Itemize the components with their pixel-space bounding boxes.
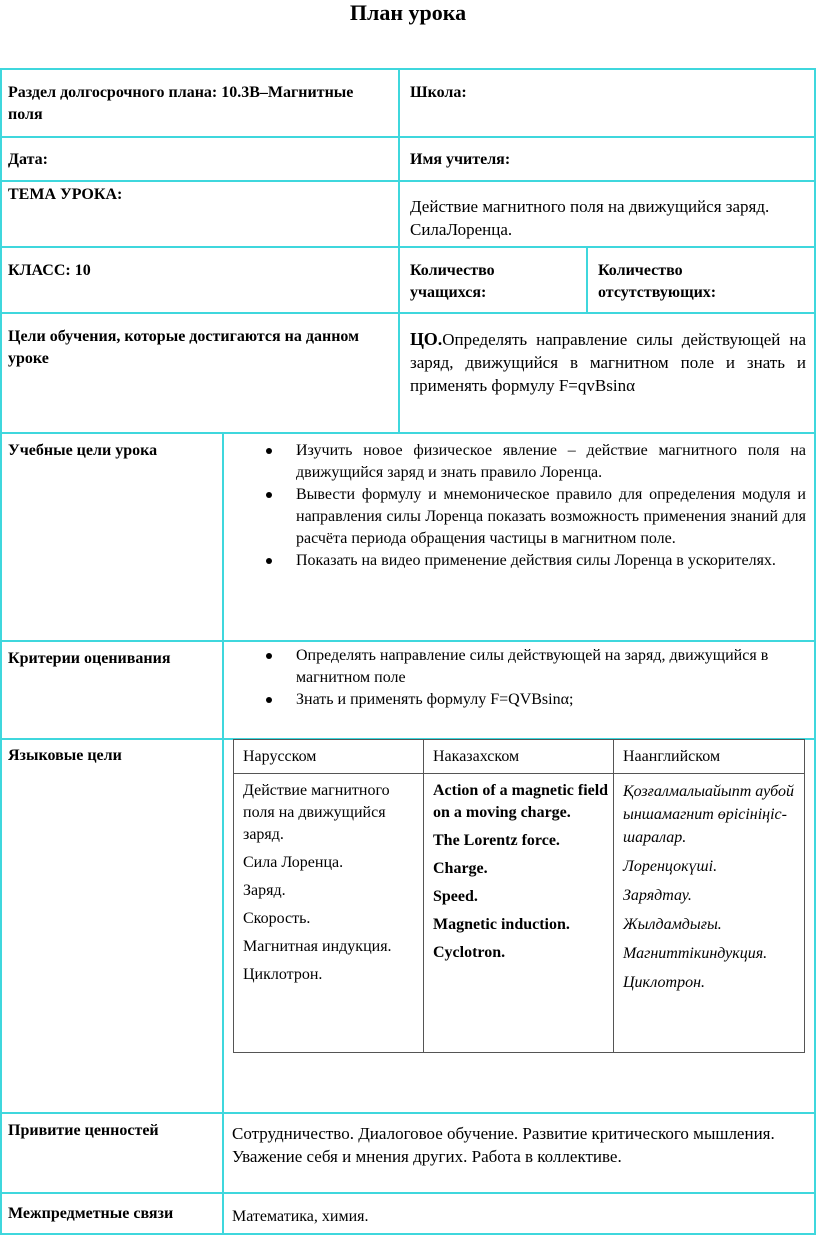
objective-body: Определять направление силы действующей на заряд, движущийся в магнитном поле и знать и применять формулу F=qvBsinα xyxy=(410,330,806,395)
list-item: Определять направление силы действующей на заряд, движущийся в магнитном поле xyxy=(238,645,806,689)
russian-terms xyxy=(243,780,415,992)
interdisciplinary-text: Математика, химия. xyxy=(232,1208,369,1225)
grid-line xyxy=(0,1233,816,1235)
list-item: The Lorentz force. xyxy=(433,832,560,849)
topic-value: Действие магнитного поля на движущийся заряд. СилаЛоренца. xyxy=(410,197,770,239)
lesson-goals-list xyxy=(238,440,806,572)
class-label: КЛАСС: 10 xyxy=(8,262,91,279)
grid-line xyxy=(0,246,816,248)
table-divider xyxy=(423,740,424,1052)
date-label: Дата: xyxy=(8,151,48,168)
objective-prefix: ЦО. xyxy=(410,329,443,349)
list-item: Знать и применять формулу F=QVBsinα; xyxy=(238,689,806,711)
school-label: Школа: xyxy=(410,84,467,101)
list-item: Вывести формулу и мнемоническое правило для определения модуля и направления силы Лоренца показать возможность применения знаний для расчёта периода обращения частицы в магнитном поле. xyxy=(238,484,806,550)
grid-line xyxy=(0,640,816,642)
objectives-label: Цели обучения, которые достигаются на данном уроке xyxy=(8,328,359,367)
list-item: Magnetic induction. xyxy=(433,916,570,933)
language-goals-label: Языковые цели xyxy=(8,747,122,764)
list-item: Действие магнитного поля на движущийся заряд. xyxy=(243,782,390,843)
page-title: План урока xyxy=(349,0,467,25)
list-item: Cyclotron. xyxy=(433,944,506,961)
grid-line xyxy=(0,312,816,314)
table-divider xyxy=(234,773,804,774)
section-label: Раздел долгосрочного плана: 10.3В–Магнитные поля xyxy=(8,84,354,123)
grid-line xyxy=(0,68,816,70)
column-header: Наказахском xyxy=(433,748,520,765)
list-item: Заряд. xyxy=(243,882,286,899)
list-item: Зарядтау. xyxy=(623,887,692,904)
third-column-terms xyxy=(623,780,799,1000)
grid-line xyxy=(0,136,816,138)
lesson-goals-label: Учебные цели урока xyxy=(8,442,158,459)
objective-text xyxy=(410,328,806,397)
teacher-label: Имя учителя: xyxy=(410,151,511,168)
list-item: Charge. xyxy=(433,860,488,877)
language-table xyxy=(233,739,805,1053)
list-item: Жылдамдығы. xyxy=(623,916,722,933)
grid-line xyxy=(398,68,400,434)
topic-label: ТЕМА УРОКА: xyxy=(8,186,123,203)
list-item: Action of a magnetic field on a moving charge. xyxy=(433,782,609,821)
list-item: Изучить новое физическое явление – действие магнитного поля на движущийся заряд и знать правило Лоренца. xyxy=(238,440,806,484)
grid-line xyxy=(586,246,588,314)
list-item: Қозғалмалыайыпт аубойыншамагнит өрісініңіс-шаралар. xyxy=(623,783,795,846)
grid-line xyxy=(0,432,816,434)
criteria-label: Критерии оценивания xyxy=(8,650,171,667)
grid-line xyxy=(0,1112,816,1114)
list-item: Лоренцокүші. xyxy=(623,858,718,875)
values-text: Сотрудничество. Диалоговое обучение. Развитие критического мышления. Уважение себя и мнения других. Работа в коллективе. xyxy=(232,1124,775,1166)
values-label: Привитие ценностей xyxy=(8,1122,159,1139)
table-divider xyxy=(613,740,614,1052)
list-item: Speed. xyxy=(433,888,478,905)
list-item: Магниттікиндукция. xyxy=(623,945,768,962)
list-item: Циклотрон. xyxy=(243,966,323,983)
second-column-terms xyxy=(433,780,609,970)
absent-count-label: Количество отсутствующих: xyxy=(598,262,717,301)
grid-line xyxy=(0,68,2,1235)
grid-line xyxy=(222,432,224,1235)
criteria-list xyxy=(238,645,806,711)
list-item: Скорость. xyxy=(243,910,311,927)
grid-line xyxy=(0,1192,816,1194)
list-item: Сила Лоренца. xyxy=(243,854,344,871)
list-item: Циклотрон. xyxy=(623,974,706,991)
column-header: Наанглийском xyxy=(623,748,721,765)
list-item: Показать на видео применение действия силы Лоренца в ускорителях. xyxy=(238,550,806,572)
present-count-label: Количество учащихся: xyxy=(410,262,495,301)
column-header: Нарусском xyxy=(243,748,317,765)
interdisciplinary-label: Межпредметные связи xyxy=(8,1205,174,1222)
list-item: Магнитная индукция. xyxy=(243,938,392,955)
grid-line xyxy=(0,180,816,182)
